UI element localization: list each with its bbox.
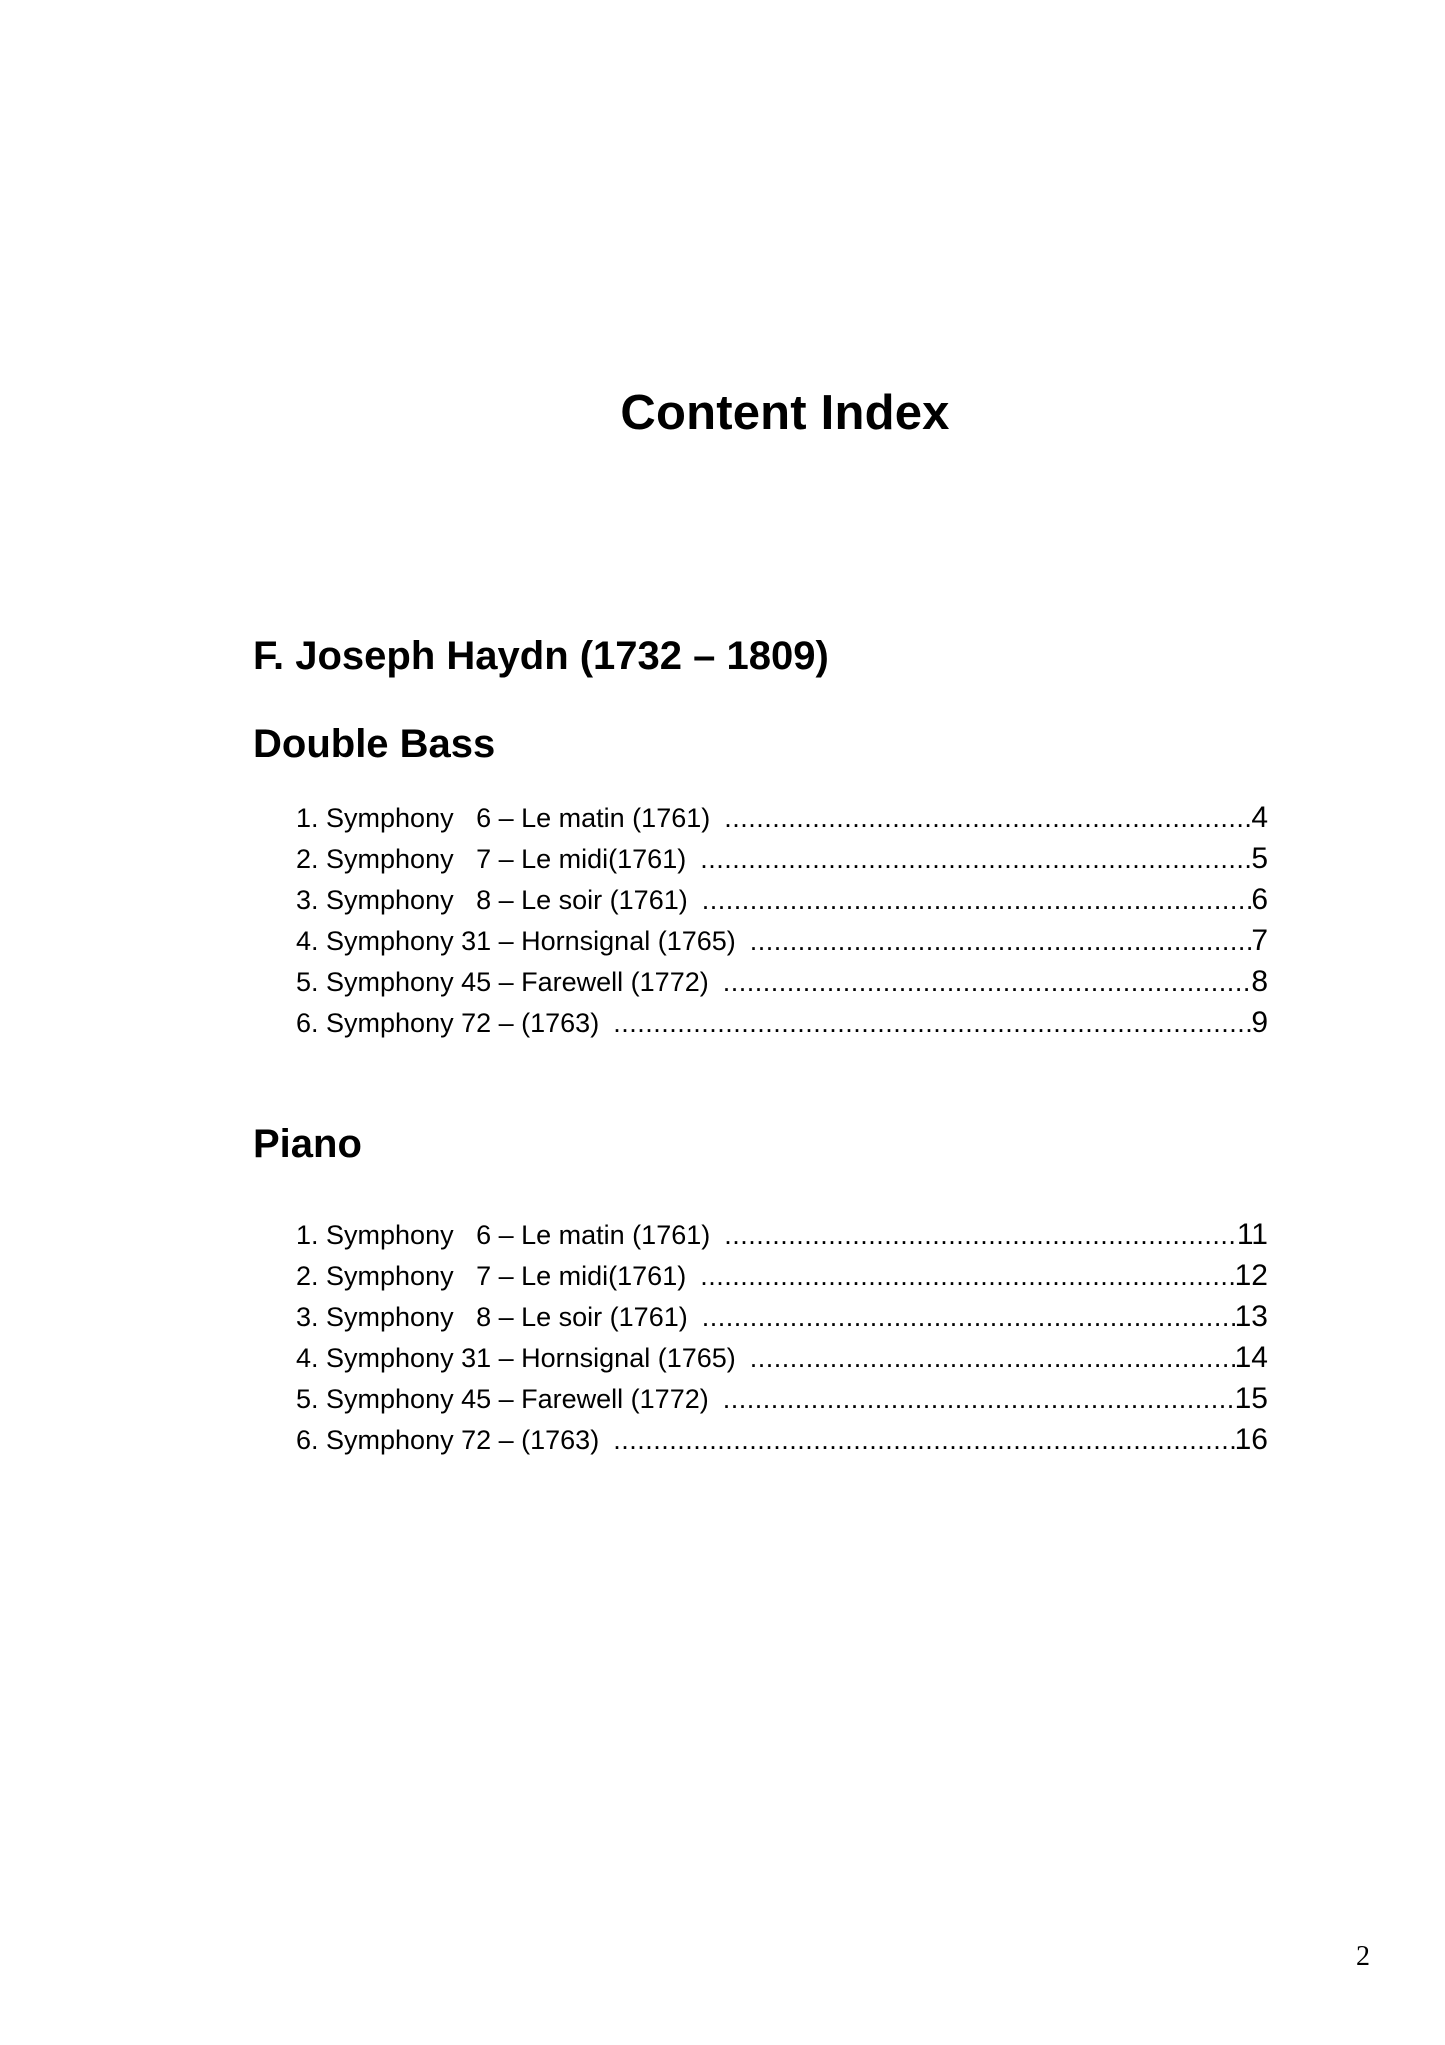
toc-entry[interactable] <box>296 920 1268 961</box>
page-title: Content Index <box>620 386 950 440</box>
toc-leader-dots <box>700 1256 1234 1297</box>
toc-entry[interactable] <box>296 838 1268 879</box>
toc-entry[interactable] <box>296 1296 1268 1337</box>
toc-entry-page: 13 <box>1234 1300 1268 1333</box>
toc-entry[interactable] <box>296 1337 1268 1378</box>
toc-entry-label: 3. Symphony 8 – Le soir (1761) <box>296 885 688 915</box>
toc-entry-label: 4. Symphony 31 – Hornsignal (1765) <box>296 926 736 956</box>
toc-entry-page: 14 <box>1234 1341 1268 1374</box>
toc-leader-dots <box>702 1297 1235 1338</box>
toc-list-piano <box>296 1214 1268 1460</box>
toc-leader-dots <box>750 921 1252 962</box>
toc-entry-page: 11 <box>1236 1218 1268 1251</box>
toc-entry-page: 9 <box>1251 1006 1268 1039</box>
toc-entry-label: 6. Symphony 72 – (1763) <box>296 1425 600 1455</box>
toc-entry-label: 5. Symphony 45 – Farewell (1772) <box>296 967 709 997</box>
toc-entry[interactable] <box>296 1378 1268 1419</box>
toc-leader-dots <box>723 962 1252 1003</box>
toc-entry-page: 7 <box>1251 924 1268 957</box>
toc-leader-dots <box>613 1420 1234 1461</box>
toc-entry-label: 2. Symphony 7 – Le midi(1761) <box>296 1261 687 1291</box>
toc-entry-label: 1. Symphony 6 – Le matin (1761) <box>296 803 711 833</box>
toc-entry-page: 6 <box>1251 883 1268 916</box>
toc-entry-label: 4. Symphony 31 – Hornsignal (1765) <box>296 1343 736 1373</box>
toc-leader-dots <box>700 839 1251 880</box>
toc-leader-dots <box>702 880 1252 921</box>
toc-leader-dots <box>724 1215 1237 1256</box>
toc-entry-page: 4 <box>1251 801 1268 834</box>
toc-entry[interactable] <box>296 1255 1268 1296</box>
toc-leader-dots <box>724 798 1251 839</box>
toc-entry-label: 6. Symphony 72 – (1763) <box>296 1008 600 1038</box>
section-heading-piano: Piano <box>253 1122 362 1166</box>
toc-entry[interactable] <box>296 797 1268 838</box>
toc-leader-dots <box>723 1379 1235 1420</box>
composer-heading: F. Joseph Haydn (1732 – 1809) <box>253 634 829 678</box>
toc-leader-dots <box>750 1338 1235 1379</box>
toc-entry[interactable] <box>296 1419 1268 1460</box>
section-heading-double-bass: Double Bass <box>253 722 496 766</box>
toc-entry[interactable] <box>296 1002 1268 1043</box>
toc-entry-label: 3. Symphony 8 – Le soir (1761) <box>296 1302 688 1332</box>
toc-entry-page: 8 <box>1251 965 1268 998</box>
toc-entry-label: 5. Symphony 45 – Farewell (1772) <box>296 1384 709 1414</box>
toc-entry-label: 1. Symphony 6 – Le matin (1761) <box>296 1220 711 1250</box>
toc-leader-dots <box>613 1003 1251 1044</box>
page-number: 2 <box>1356 1941 1370 1972</box>
toc-entry[interactable] <box>296 1214 1268 1255</box>
toc-entry[interactable] <box>296 961 1268 1002</box>
toc-entry-page: 12 <box>1234 1259 1268 1292</box>
toc-entry-page: 16 <box>1234 1423 1268 1456</box>
toc-list-double-bass <box>296 797 1268 1043</box>
toc-entry-label: 2. Symphony 7 – Le midi(1761) <box>296 844 687 874</box>
toc-entry[interactable] <box>296 879 1268 920</box>
toc-entry-page: 15 <box>1234 1382 1268 1415</box>
toc-entry-page: 5 <box>1251 842 1268 875</box>
